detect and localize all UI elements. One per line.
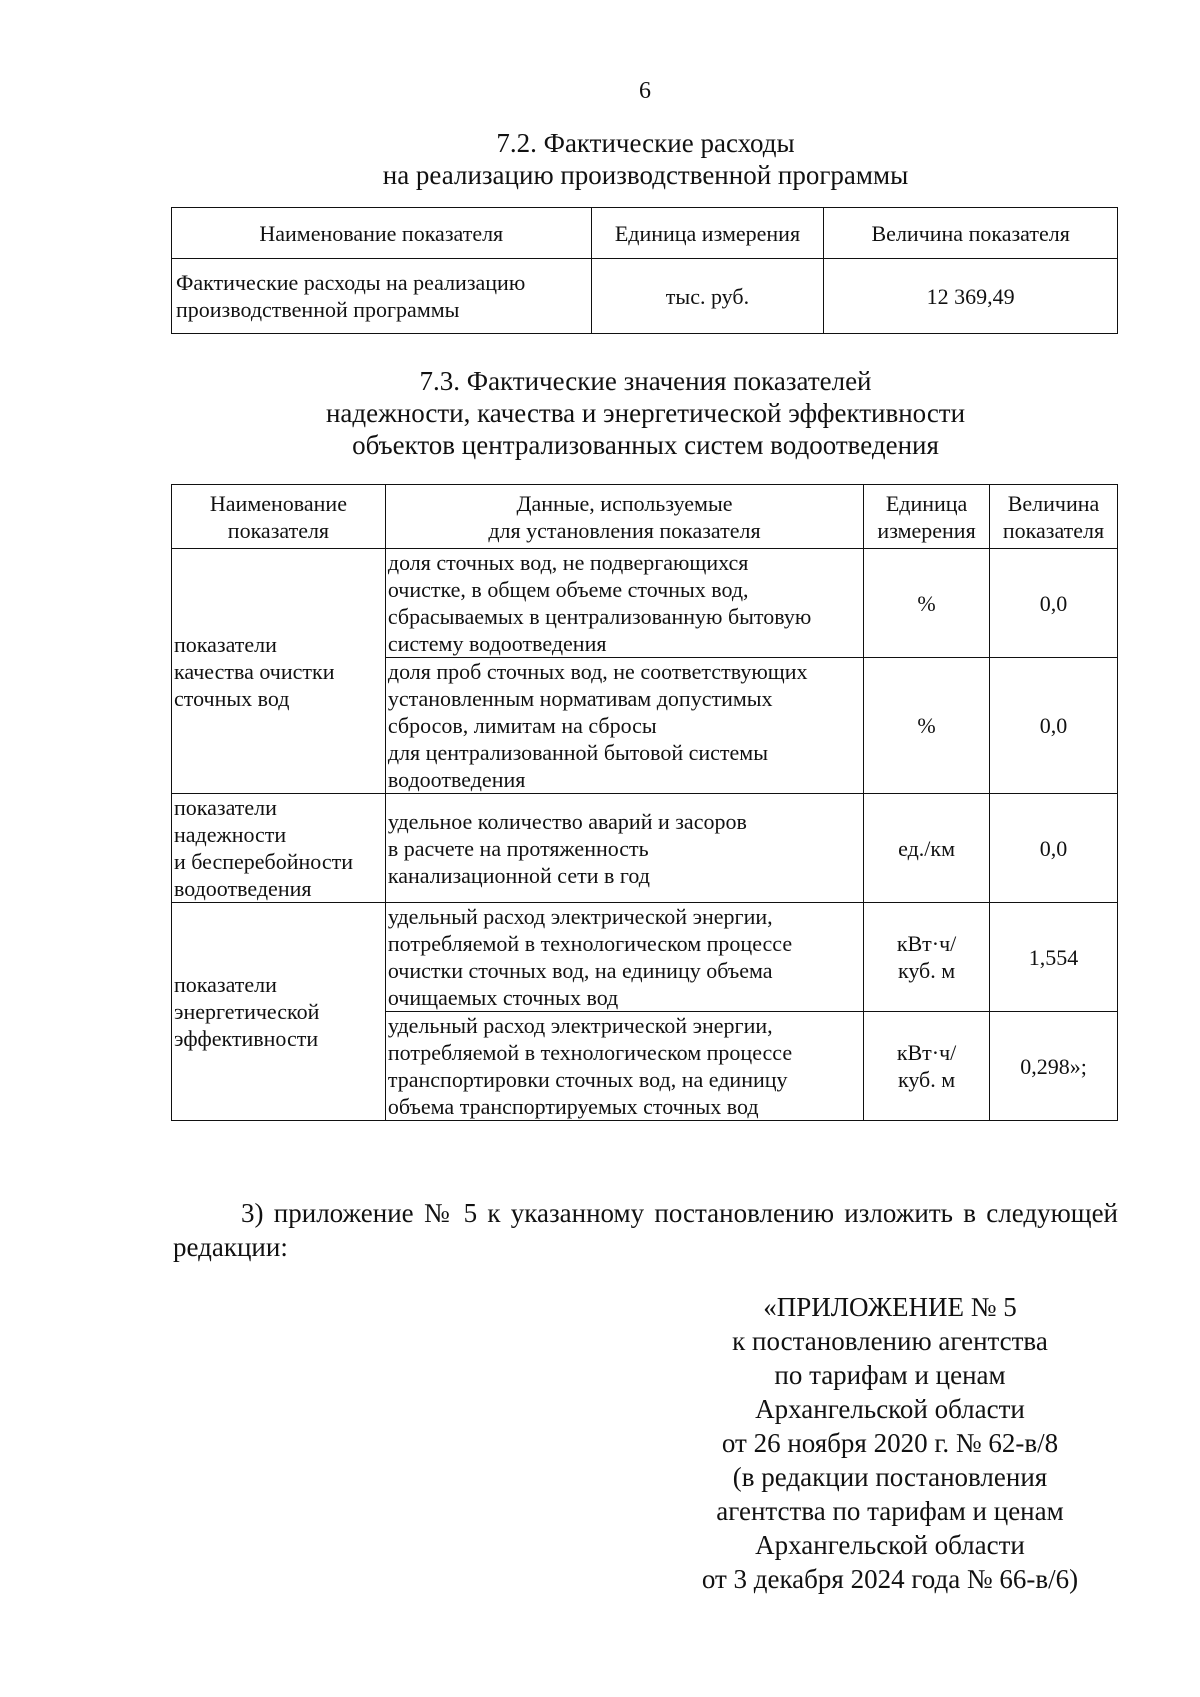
indicator-unit xyxy=(864,658,990,794)
title-line: надежности, качества и энергетической эффективности xyxy=(325,398,966,428)
cell-line: кВт·ч/ xyxy=(896,931,957,956)
header-line: Величина xyxy=(1007,490,1100,516)
header-name: Наименование показателя xyxy=(172,208,592,259)
cell-line: удельный расход электрической энергии, xyxy=(387,1013,773,1038)
cell-line: транспортировки сточных вод, на единицу xyxy=(387,1067,788,1092)
header-line: Наименование xyxy=(209,490,347,516)
cell-line: для централизованной бытовой системы xyxy=(387,740,769,765)
page-number: 6 xyxy=(639,78,651,104)
indicator-value: 0,0 xyxy=(990,549,1118,658)
table-row xyxy=(172,794,1118,903)
indicator-unit xyxy=(864,1012,990,1121)
indicator-group-name xyxy=(172,794,386,903)
cell-line: канализационной сети в год xyxy=(387,862,650,888)
appendix-line: к постановлению агентства xyxy=(732,1326,1048,1356)
cell-line: удельный расход электрической энергии, xyxy=(387,904,773,929)
indicator-value: 0,0 xyxy=(990,658,1118,794)
cell-line: показатели xyxy=(174,795,277,820)
cell-line: удельное количество аварий и засоров xyxy=(387,808,747,834)
appendix-line: Архангельской области xyxy=(755,1394,1025,1424)
indicator-data xyxy=(385,794,863,903)
appendix-line: от 3 декабря 2024 года № 66-в/6) xyxy=(701,1564,1079,1594)
indicator-unit xyxy=(864,794,990,903)
cell-line: очистки сточных вод, на единицу объема xyxy=(387,958,773,983)
cell-line: объема транспортируемых сточных вод xyxy=(387,1094,759,1119)
indicator-unit xyxy=(864,903,990,1012)
appendix-line: (в редакции постановления xyxy=(732,1462,1048,1492)
cell-line: потребляемой в технологическом процессе xyxy=(387,931,793,956)
indicator-unit xyxy=(864,549,990,658)
header-line: Единица xyxy=(885,490,968,516)
cell-line: установленным нормативам допустимых xyxy=(387,686,773,711)
cell-line: потребляемой в технологическом процессе xyxy=(387,1040,793,1065)
section-7-3-title xyxy=(173,365,1118,461)
cell-line: качества очистки xyxy=(174,658,335,684)
cell-line: доля сточных вод, не подвергающихся xyxy=(387,550,749,575)
cell-line: эффективности xyxy=(174,1026,319,1051)
appendix-line: Архангельской области xyxy=(755,1530,1025,1560)
header-line: Данные, используемые xyxy=(516,490,733,516)
table-header-row xyxy=(172,485,1118,549)
title-line: объектов централизованных систем водоотведения xyxy=(352,430,939,460)
cell-line: % xyxy=(917,590,936,616)
header-name xyxy=(172,485,386,549)
cell-line: ед./км xyxy=(898,835,955,861)
table-header-row xyxy=(172,208,1118,259)
cell-value: 12 369,49 xyxy=(824,259,1118,334)
header-line: измерения xyxy=(877,517,976,543)
header-value: Величина показателя xyxy=(824,208,1118,259)
cell-name xyxy=(172,259,592,334)
indicator-data xyxy=(385,903,863,1012)
header-line: показателя xyxy=(1002,517,1105,543)
cell-line: кВт·ч/ xyxy=(896,1040,957,1065)
paragraph-3: 3) приложение № 5 к указанному постановлению изложить в следующей редакции: xyxy=(173,1198,1118,1262)
appendix-line: по тарифам и ценам xyxy=(774,1360,1006,1390)
indicator-value: 1,554 xyxy=(990,903,1118,1012)
cell-line: куб. м xyxy=(897,958,956,983)
cell-line: куб. м xyxy=(897,1067,956,1092)
cell-line: сбрасываемых в централизованную бытовую xyxy=(387,604,812,629)
cell-line: очищаемых сточных вод xyxy=(387,985,619,1010)
cell-line: водоотведения xyxy=(174,876,312,901)
header-line: для установления показателя xyxy=(488,517,761,543)
header-line: показателя xyxy=(227,517,330,543)
appendix-line: агентства по тарифам и ценам xyxy=(716,1496,1064,1526)
header-unit xyxy=(864,485,990,549)
indicator-group-name xyxy=(172,549,386,794)
title-line: 7.3. Фактические значения показателей xyxy=(419,366,872,396)
indicators-table-body xyxy=(172,549,1118,1121)
header-value xyxy=(990,485,1118,549)
cell-line: очистке, в общем объеме сточных вод, xyxy=(387,577,749,602)
cell-line: энергетической xyxy=(174,999,320,1024)
title-line: на реализацию производственной программы xyxy=(382,160,909,190)
appendix-line: от 26 ноября 2020 г. № 62-в/8 xyxy=(721,1428,1059,1458)
actual-costs-table xyxy=(171,207,1118,334)
section-7-2-title xyxy=(173,127,1118,191)
cell-line: Фактические расходы на реализацию xyxy=(176,270,526,295)
indicators-table xyxy=(171,484,1118,1121)
indicator-value: 0,298»; xyxy=(990,1012,1118,1121)
indicator-data xyxy=(385,658,863,794)
appendix-header xyxy=(640,1290,1140,1596)
cell-line: показатели xyxy=(174,972,277,997)
cell-line: производственной программы xyxy=(176,297,460,322)
indicator-data xyxy=(385,1012,863,1121)
table-row xyxy=(172,549,1118,658)
indicator-group-name xyxy=(172,903,386,1121)
header-unit: Единица измерения xyxy=(591,208,824,259)
cell-line: в расчете на протяженность xyxy=(387,835,649,861)
cell-line: водоотведения xyxy=(387,767,526,792)
table-row xyxy=(172,903,1118,1012)
cell-line: надежности xyxy=(174,822,287,847)
cell-unit: тыс. руб. xyxy=(591,259,824,334)
appendix-line: «ПРИЛОЖЕНИЕ № 5 xyxy=(763,1292,1017,1322)
cell-line: систему водоотведения xyxy=(387,631,607,656)
indicator-value: 0,0 xyxy=(990,794,1118,903)
cell-line: % xyxy=(917,713,936,738)
header-data xyxy=(385,485,863,549)
cell-line: сбросов, лимитам на сбросы xyxy=(387,713,657,738)
cell-line: и бесперебойности xyxy=(174,849,353,874)
cell-line: доля проб сточных вод, не соответствующих xyxy=(387,659,808,684)
title-line: 7.2. Фактические расходы xyxy=(496,128,795,158)
cell-line: сточных вод xyxy=(174,685,290,711)
table-row xyxy=(172,259,1118,334)
indicator-data xyxy=(385,549,863,658)
cell-line: показатели xyxy=(174,631,277,657)
